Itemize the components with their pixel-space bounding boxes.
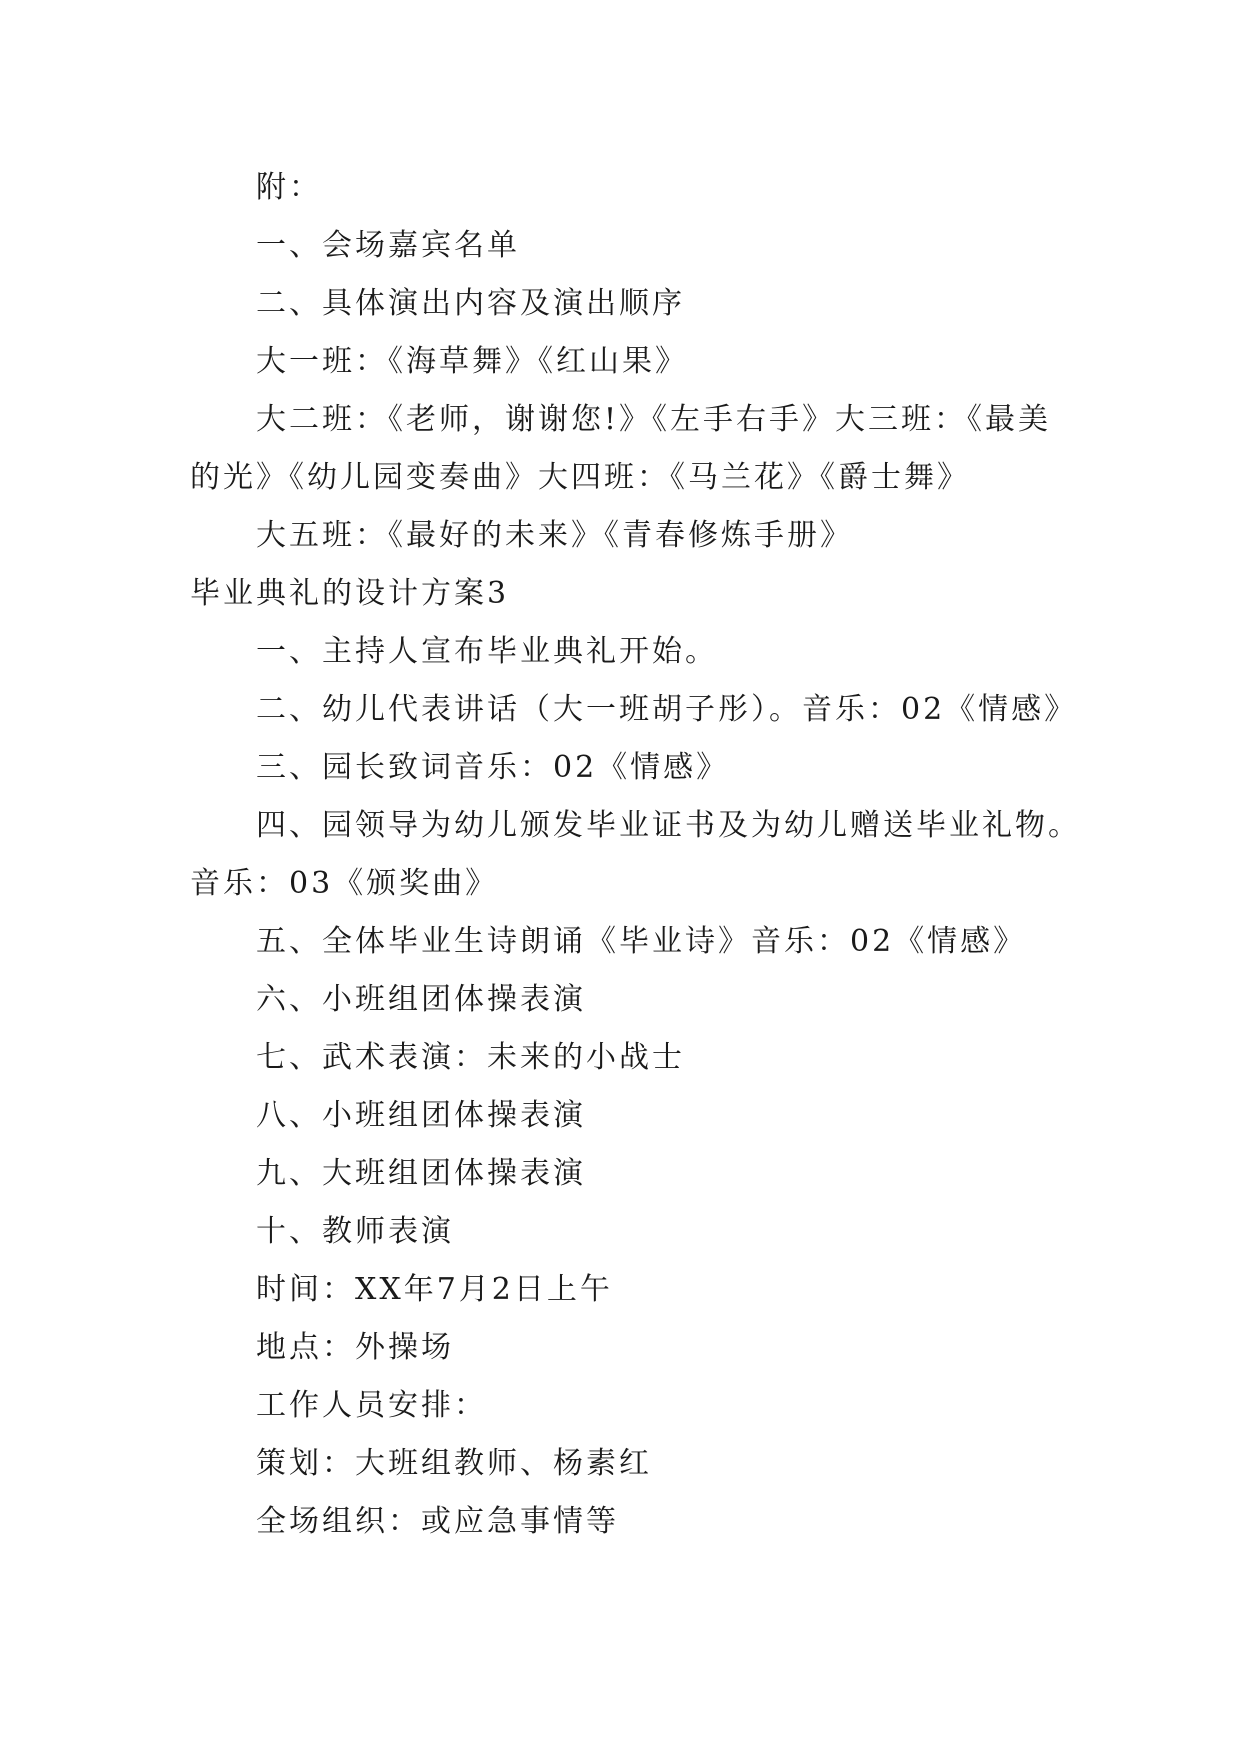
text-line: 策划：大班组教师、杨素红: [256, 1446, 652, 1481]
text-line: 附：: [256, 170, 322, 205]
text-line: 二、具体演出内容及演出顺序: [256, 286, 685, 321]
text-line: 三、园长致词音乐：02《情感》: [256, 750, 730, 785]
text-line: 全场组织：或应急事情等: [256, 1504, 619, 1539]
text-line: 四、园领导为幼儿颁发毕业证书及为幼儿赠送毕业礼物。: [256, 808, 1081, 843]
text-line: 大五班：《最好的未来》《青春修炼手册》: [256, 518, 853, 553]
text-line: 的光》《幼儿园变奏曲》大四班：《马兰花》《爵士舞》: [190, 460, 970, 495]
section-heading: 毕业典礼的设计方案3: [190, 576, 510, 611]
text-line: 工作人员安排：: [256, 1388, 487, 1423]
text-line: 时间：XX年7月2日上午: [256, 1272, 613, 1307]
text-line: 六、小班组团体操表演: [256, 982, 586, 1017]
text-line: 十、教师表演: [256, 1214, 454, 1249]
text-line: 大一班：《海草舞》《红山果》: [256, 344, 688, 379]
text-line: 地点：外操场: [256, 1330, 454, 1365]
text-line: 大二班：《老师，谢谢您!》《左手右手》大三班：《最美: [256, 402, 1052, 437]
text-line: 一、会场嘉宾名单: [256, 228, 520, 263]
text-line: 五、全体毕业生诗朗诵《毕业诗》音乐：02《情感》: [256, 924, 1027, 959]
text-line: 一、主持人宣布毕业典礼开始。: [256, 634, 718, 669]
text-line: 八、小班组团体操表演: [256, 1098, 586, 1133]
text-line: 七、武术表演：未来的小战士: [256, 1040, 685, 1075]
text-line: 九、大班组团体操表演: [256, 1156, 586, 1191]
text-line: 音乐：03《颁奖曲》: [190, 866, 499, 901]
text-line: 二、幼儿代表讲话（大一班胡子彤）。音乐：02《情感》: [256, 692, 1078, 727]
